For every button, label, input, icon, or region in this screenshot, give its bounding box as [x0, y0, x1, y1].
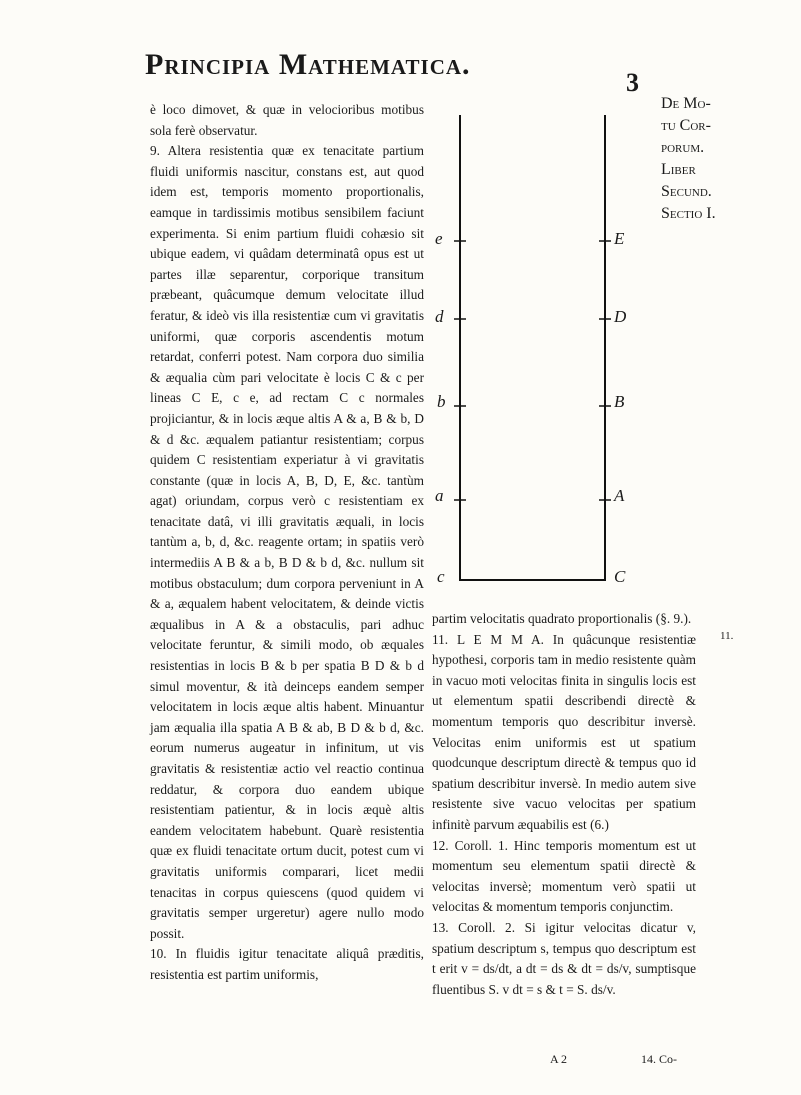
- margin-heading-line: Liber: [661, 161, 696, 178]
- signature-mark: A 2: [550, 1052, 568, 1066]
- paragraph: 9. Altera resistentia quæ ex tenacitate partium fluidi uniformis nascitur, constans est, aut quod idem est, temporis momento proportionalis, eamque in tardissimis motibus sensibilem faciunt experimenta. Si enim partium fluidi cohæsio sit ubique eadem, vi quâdam determinatâ opus est ut partes illæ separentur, corporique transitum præbeant, quâcumque demum velocitate illud feratur, & ideò vis illa resistentiæ cum vi gravitatis uniformi, quæ corporis ascendentis motum retardat, conferri potest. Nam corpora duo similia & æqualia cùm pari velocitate è locis C & c per lineas C E, c e, ad rectam C c normales projiciantur, & in locis æque altis A & a, B & b, D & d &c. æqualem patiantur resistentiam; corpus quidem C resistentiam experiatur à vi gravitatis constante (quæ in locis A, B, D, E, &c. tantùm agat) oriundam, corpus verò c resistentiam ex tenacitate datâ, vi illi gravitatis æquali, in locis tantùm a, b, d, &c. reagente ortam; in spatiis verò intermediis A B & a b, B D & b d, &c. nullum sit motibus obstaculum; dum corpora perveniunt in A & a, æqualem habent velocitatem, & deinde victis æqualibus in A & a obstaculis, pari adhuc velocitate feruntur, & simili modo, ob æquales resistentias in locis B & b per spatia B D & b d simul moventur, & ità deinceps eandem semper velocitatem in locis æque altis habent. Minuantur jam æqualia illa spatia A B & ab, B D & b d, &c. eorum numerus augeatur in infinitum, ut vis gravitatis & resistentiæ actio vel reactio continua reddatur, & corpora duo eandem ubique resistentiam patientur, & in locis æquè altis eandem velocitatem habebunt. Quarè resistentia quæ ex fluidi tenacitate ortum ducit, potest cum vi gravitatis uniformis comparari, licet medii tenacitas in corpus quiescens (quod quidem vi gravitatis semper urgeretur) agere nullo modo possit.: [150, 143, 424, 941]
- margin-heading: [661, 93, 716, 225]
- figure-label-e: e: [435, 229, 443, 248]
- paragraph: 13. Coroll. 2. Si igitur velocitas dicatur v, spatium descriptum s, tempus quo descriptum est t erit v = ds/dt, a dt = ds & dt = ds/v, sumptisque fluentibus S. v dt = s & t = S. ds/v.: [432, 919, 696, 997]
- figure-label-a: a: [435, 486, 444, 505]
- paragraph: 12. Coroll. 1. Hinc temporis momentum est ut momentum seu elementum spatii directè & velocitas inversè; momentum verò spatii ut velocitas & momentum temporis conjunctim.: [432, 837, 696, 915]
- figure-label-c: c: [437, 567, 445, 586]
- figure-label-D: D: [614, 307, 627, 326]
- margin-heading-line: porum.: [661, 139, 705, 156]
- page-number: 3: [626, 68, 639, 97]
- paragraph: partim velocitatis quadrato proportionalis (§. 9.).: [432, 611, 692, 626]
- left-column: [150, 100, 424, 986]
- margin-heading-line: tu Cor-: [661, 117, 711, 134]
- figure-label-d: d: [435, 307, 444, 326]
- margin-heading-line: Sectio I.: [661, 205, 716, 222]
- margin-heading-line: Secund.: [661, 183, 712, 200]
- figure-label-b: b: [437, 392, 446, 411]
- paragraph: è loco dimovet, & quæ in velocioribus motibus sola ferè observatur.: [150, 102, 424, 138]
- figure-label-A: A: [614, 486, 625, 505]
- side-note: 11.: [720, 630, 734, 642]
- figure-label-E: E: [614, 229, 625, 248]
- running-header: Principia Mathematica.: [145, 48, 471, 81]
- margin-heading-line: De Mo-: [661, 95, 711, 112]
- right-column: [432, 609, 696, 1000]
- paragraph: 11. L E M M A. In quâcunque resistentiæ hypothesi, corporis tam in medio resistente quàm in vacuo moti velocitas finita in singulis locis est ut elementum spatii describendi directè & momentum temporis quo describitur inversè. Velocitas enim uniformis est ut spatium quodcunque descriptum directè & tempus quo id spatium describitur inversè. In medio autem sive resistente sive vacuo velocitas per spatium infinitè parvum æquabilis est (6.): [432, 631, 696, 832]
- paragraph: 10. In fluidis igitur tenacitate aliquâ præditis, resistentia est partim uniformis,: [150, 946, 424, 982]
- figure-label-B: B: [614, 392, 625, 411]
- catchword: 14. Co-: [641, 1052, 677, 1066]
- figure-label-C: C: [614, 567, 626, 586]
